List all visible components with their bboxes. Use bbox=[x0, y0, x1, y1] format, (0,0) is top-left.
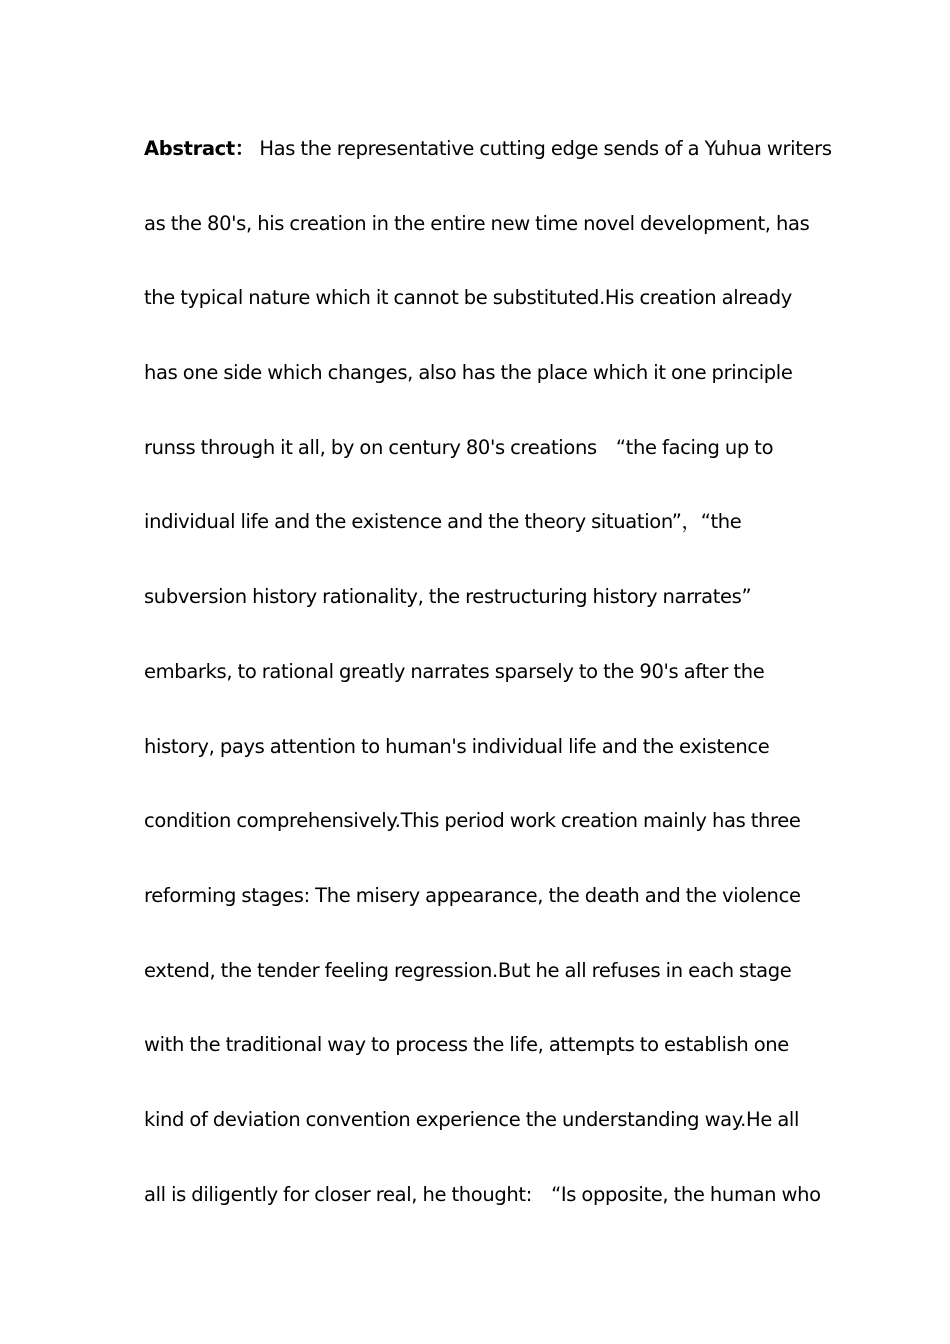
abstract-line: all is diligently for closer real, he thought: “Is opposite, the human who bbox=[144, 1182, 821, 1206]
abstract-line: condition comprehensively.This period work creation mainly has three bbox=[144, 809, 801, 833]
abstract-line: reforming stages: The misery appearance, the death and the violence bbox=[144, 883, 801, 907]
abstract-line: runss through it all, by on century 80's creations “the facing up to bbox=[144, 435, 774, 459]
abstract-line: has one side which changes, also has the place which it one principle bbox=[144, 361, 793, 385]
abstract-line: subversion history rationality, the restructuring history narrates” bbox=[144, 585, 752, 609]
abstract-line: extend, the tender feeling regression.But he all refuses in each stage bbox=[144, 958, 792, 982]
abstract-line: as the 80's, his creation in the entire new time novel development, has bbox=[144, 211, 810, 235]
abstract-line: individual life and the existence and the theory situation”，“the bbox=[144, 510, 742, 534]
abstract-line: the typical nature which it cannot be substituted.His creation already bbox=[144, 286, 792, 310]
abstract-line: kind of deviation convention experience the understanding way.He all bbox=[144, 1107, 800, 1131]
abstract-line: with the traditional way to process the life, attempts to establish one bbox=[144, 1033, 789, 1057]
abstract-first-line-text: Has the representative cutting edge sends of a Yuhua writers bbox=[254, 137, 832, 160]
abstract-line-1 bbox=[144, 112, 832, 187]
abstract-label: Abstract bbox=[144, 137, 235, 160]
abstract-line: history, pays attention to human's individual life and the existence bbox=[144, 734, 770, 758]
abstract-line: embarks, to rational greatly narrates sparsely to the 90's after the bbox=[144, 659, 765, 683]
abstract-label-separator: ： bbox=[234, 137, 254, 160]
abstract-paragraph bbox=[144, 112, 832, 1232]
